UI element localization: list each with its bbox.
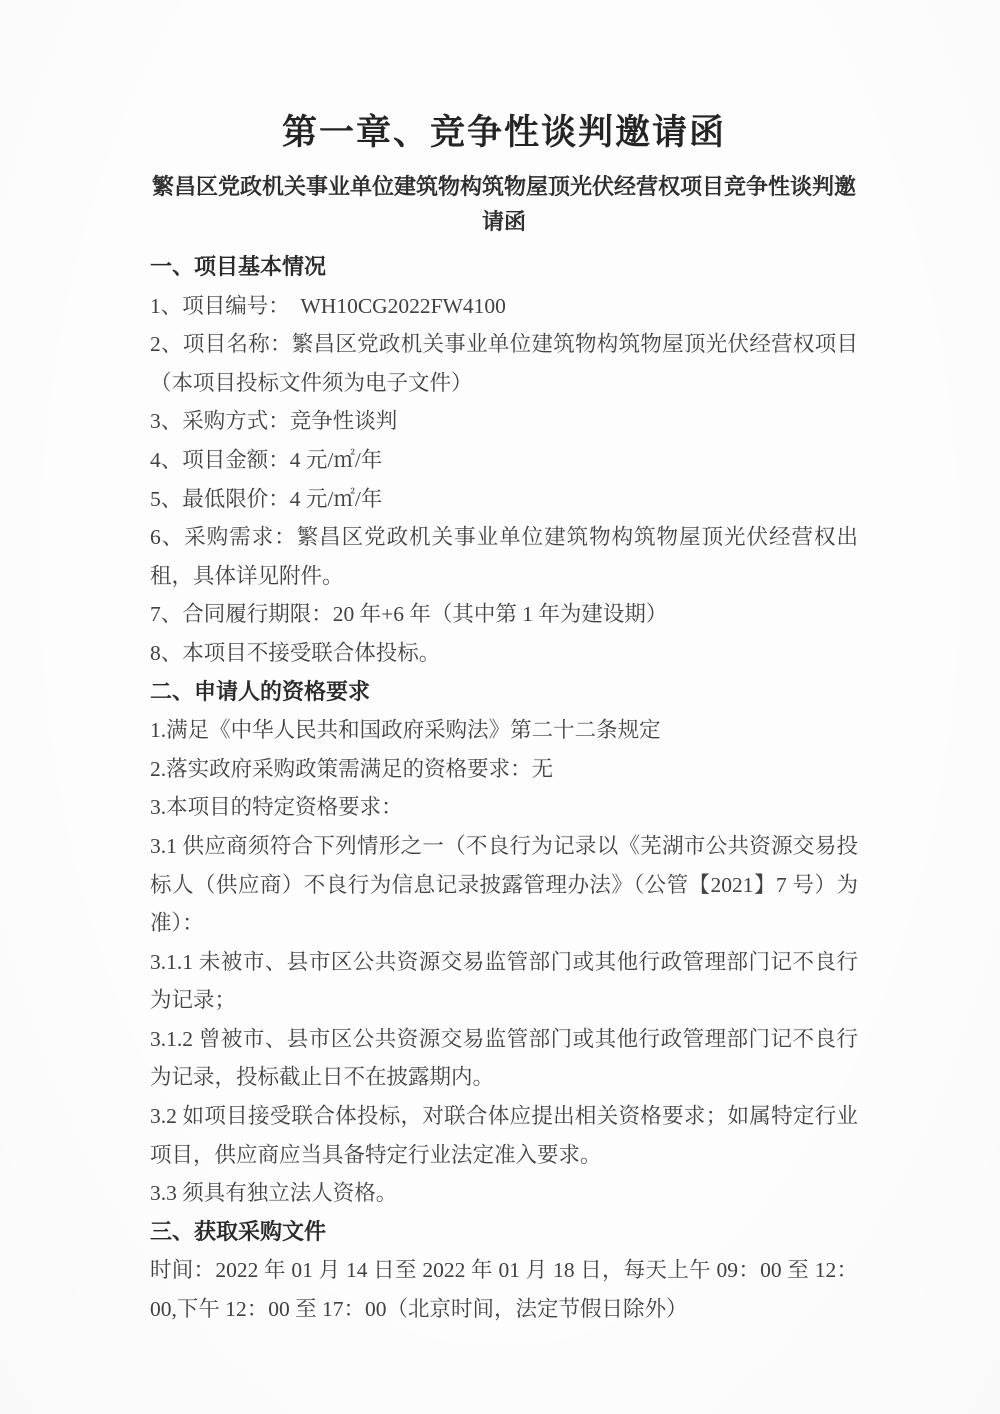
line-req-3-1: 3.1 供应商须符合下列情形之一（不良行为记录以《芜湖市公共资源交易投标人（供应商）不良行为信息记录披露管理办法》（公管【2021】7 号）为准）： bbox=[150, 833, 858, 936]
line-procurement-method: 3、采购方式：竞争性谈判 bbox=[150, 409, 398, 434]
line-req-policy: 2.落实政府采购政策需满足的资格要求：无 bbox=[150, 756, 554, 781]
line-req-3-1-1: 3.1.1 未被市、县市区公共资源交易监管部门或其他行政管理部门记不良行为记录； bbox=[150, 949, 858, 1013]
line-contract-term: 7、合同履行期限：20 年+6 年（其中第 1 年为建设期） bbox=[150, 602, 668, 627]
section-3-heading-obtain-documents: 三、获取采购文件 bbox=[150, 1218, 327, 1244]
chapter-title: 第一章、竞争性谈判邀请函 bbox=[281, 113, 726, 152]
line-minimum-price: 5、最低限价：4 元/㎡/年 bbox=[150, 486, 383, 511]
document-body bbox=[150, 248, 858, 1329]
line-project-name: 2、项目名称：繁昌区党政机关事业单位建筑物构筑物屋顶光伏经营权项目（本项目投标文件须为电子文件） bbox=[150, 332, 858, 395]
line-project-number: 1、项目编号： WH10CG2022FW4100 bbox=[150, 293, 506, 318]
line-req-3-2: 3.2 如项目接受联合体投标，对联合体应提出相关资格要求；如属特定行业项目，供应商应当具备特定行业法定准入要求。 bbox=[150, 1104, 858, 1167]
document-subtitle: 繁昌区党政机关事业单位建筑物构筑物屋顶光伏经营权项目竞争性谈判邀请函 bbox=[151, 174, 856, 234]
line-procurement-demand: 6、采购需求：繁昌区党政机关事业单位建筑物构筑物屋顶光伏经营权出租，具体详见附件。 bbox=[150, 525, 858, 588]
line-document-obtain-time: 时间：2022 年 01 月 14 日至 2022 年 01 月 18 日，每天上午 09：00 至 12：00,下午 12：00 至 17：00（北京时间，法定节假日除外） bbox=[150, 1258, 858, 1322]
line-req-specific: 3.本项目的特定资格要求： bbox=[150, 795, 403, 820]
line-project-amount: 4、项目金额：4 元/㎡/年 bbox=[150, 447, 383, 472]
line-req-3-1-2: 3.1.2 曾被市、县市区公共资源交易监管部门或其他行政管理部门记不良行为记录，投标截止日不在披露期内。 bbox=[150, 1026, 858, 1090]
line-no-consortium-bid: 8、本项目不接受联合体投标。 bbox=[150, 640, 441, 665]
section-1-heading-project-basic-info: 一、项目基本情况 bbox=[150, 254, 327, 279]
section-2-heading-applicant-qualifications: 二、申请人的资格要求 bbox=[150, 678, 371, 704]
line-req-3-3: 3.3 须具有独立法人资格。 bbox=[150, 1181, 398, 1206]
line-req-gov-procurement-law: 1.满足《中华人民共和国政府采购法》第二十二条规定 bbox=[150, 718, 661, 743]
